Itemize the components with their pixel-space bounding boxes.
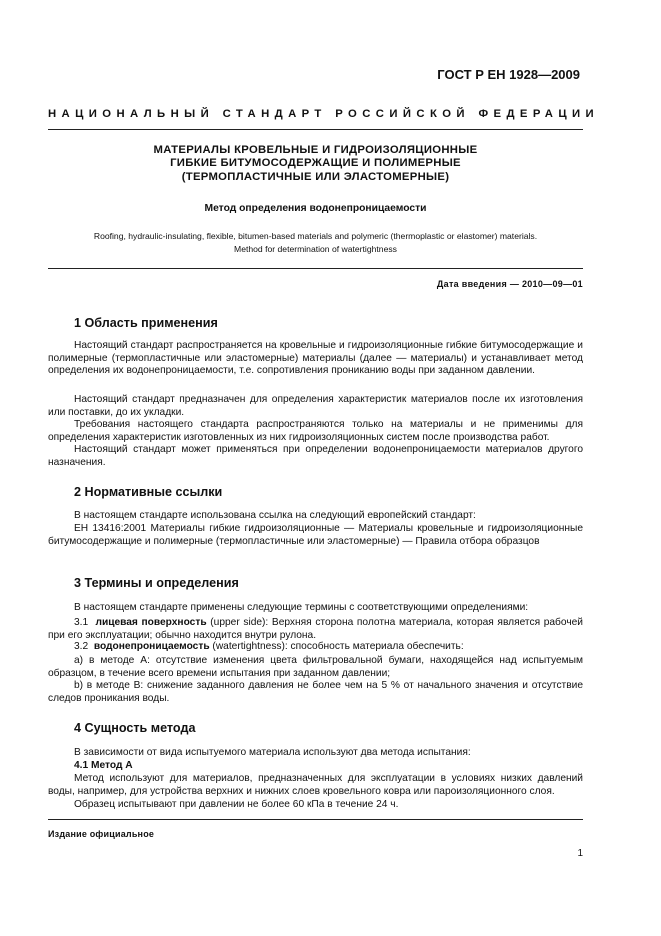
term-name: лицевая поверхность [95,617,207,628]
title-line-1: МАТЕРИАЛЫ КРОВЕЛЬНЫЕ И ГИДРОИЗОЛЯЦИОННЫЕ [153,144,478,156]
term-name: водонепроницаемость [93,641,210,652]
method-title-ru: Метод определения водонепроницаемости [204,203,427,214]
title-en-line-2: Method for determination of watertightness [234,243,397,254]
title-line-3: (ТЕРМОПЛАСТИЧНЫЕ ИЛИ ЭЛАСТОМЕРНЫЕ) [181,170,450,183]
item-label: а) в методе А: [74,655,150,666]
page-number: 1 [577,848,583,859]
section-4-intro: В зависимости от вида испытуемого материала используют два метода испытания: [74,747,471,758]
section-3-heading: 3 Термины и определения [74,576,239,590]
section-4-paragraph: Образец испытывают при давлении не более 60 кПа в течение 24 ч. [74,799,399,810]
introduction-date: Дата введения — 2010—09—01 [436,279,583,289]
item-text: снижение заданного давления не более чем на 5 % от начального значения и отсутствие следов проникания воды. [48,680,583,704]
term-3-2 [48,641,583,654]
standard-title-ru [48,144,583,184]
section-4-paragraph: Метод используют для материалов, предназначенных для эксплуатации в условиях низких давлений воды, например, для устройства верхних и нижних слоев кровельного ковра или пароизоляционного слоя. [48,773,583,797]
standard-title-en [48,230,583,255]
section-1-paragraph: Настоящий стандарт предназначен для определения характеристик материалов после их изготовления или поставки, до их укладки. [48,394,583,418]
section-1-paragraph: Требования настоящего стандарта распространяются только на материалы и не применимы для определения характеристик изготовленных из них гидроизоляционных систем после производства работ. [48,419,583,443]
term-definition: (upper side): Верхняя сторона полотна материала, которая является рабочей при его эксплуатации; обычно находится внутри рулона. [48,617,583,641]
section-3-intro: В настоящем стандарте применены следующие термины с соответствующими определениями: [74,602,529,613]
section-2-heading: 2 Нормативные ссылки [74,485,223,499]
term-3-1 [48,617,583,642]
title-line-2: ГИБКИЕ БИТУМОСОДЕРЖАЩИЕ И ПОЛИМЕРНЫЕ [170,157,461,170]
header-divider [48,129,583,130]
edition-note: Издание официальное [48,829,155,839]
item-label: b) в методе В: [74,680,144,691]
section-1-paragraph: Настоящий стандарт распространяется на кровельные и гидроизоляционные гибкие битумосодержащие и полимерные (термопластичные или эластомерные) материалы (далее — материалы) и устанавливает метод определения их водонепроницаемости, т.е. сопротивления прониканию воды при заданном давлении. [48,340,583,376]
section-2-reference: ЕН 13416:2001 Материалы гибкие гидроизоляционные — Материалы кровельные и гидроизоляционные битумосодержащие и полимерные (термопластичные или эластомерные) — Правила отбора образцов [48,523,583,547]
term-number: 3.1 [74,617,89,628]
section-1-heading: 1 Область применения [74,316,218,330]
national-standard-banner: НАЦИОНАЛЬНЫЙ СТАНДАРТ РОССИЙСКОЙ ФЕДЕРАЦИИ [48,108,600,120]
term-3-2-item-b [48,680,583,705]
section-4-heading: 4 Сущность метода [74,721,196,735]
document-code: ГОСТ Р ЕН 1928—2009 [437,67,580,82]
footer-divider [48,819,583,820]
item-text: отсутствие изменения цвета фильтровальной бумаги, находящейся над испытуемым образцом, в течение всего времени испытания при заданном давлении; [48,655,583,679]
term-number: 3.2 [74,641,89,652]
title-en-line-1: Roofing, hydraulic-insulating, flexible, bitumen-based materials and polymeric (thermoplastic or elastomer) materials. [93,231,538,241]
subsection-4-1-heading: 4.1 Метод А [74,760,133,771]
term-3-2-item-a [48,655,583,680]
title-divider [48,268,583,269]
term-definition: (watertightness): способность материала обеспечить: [212,641,464,652]
section-2-paragraph: В настоящем стандарте использована ссылка на следующий европейский стандарт: [74,510,476,521]
section-1-paragraph: Настоящий стандарт может применяться при определении водонепроницаемости материалов другого назначения. [48,444,583,468]
